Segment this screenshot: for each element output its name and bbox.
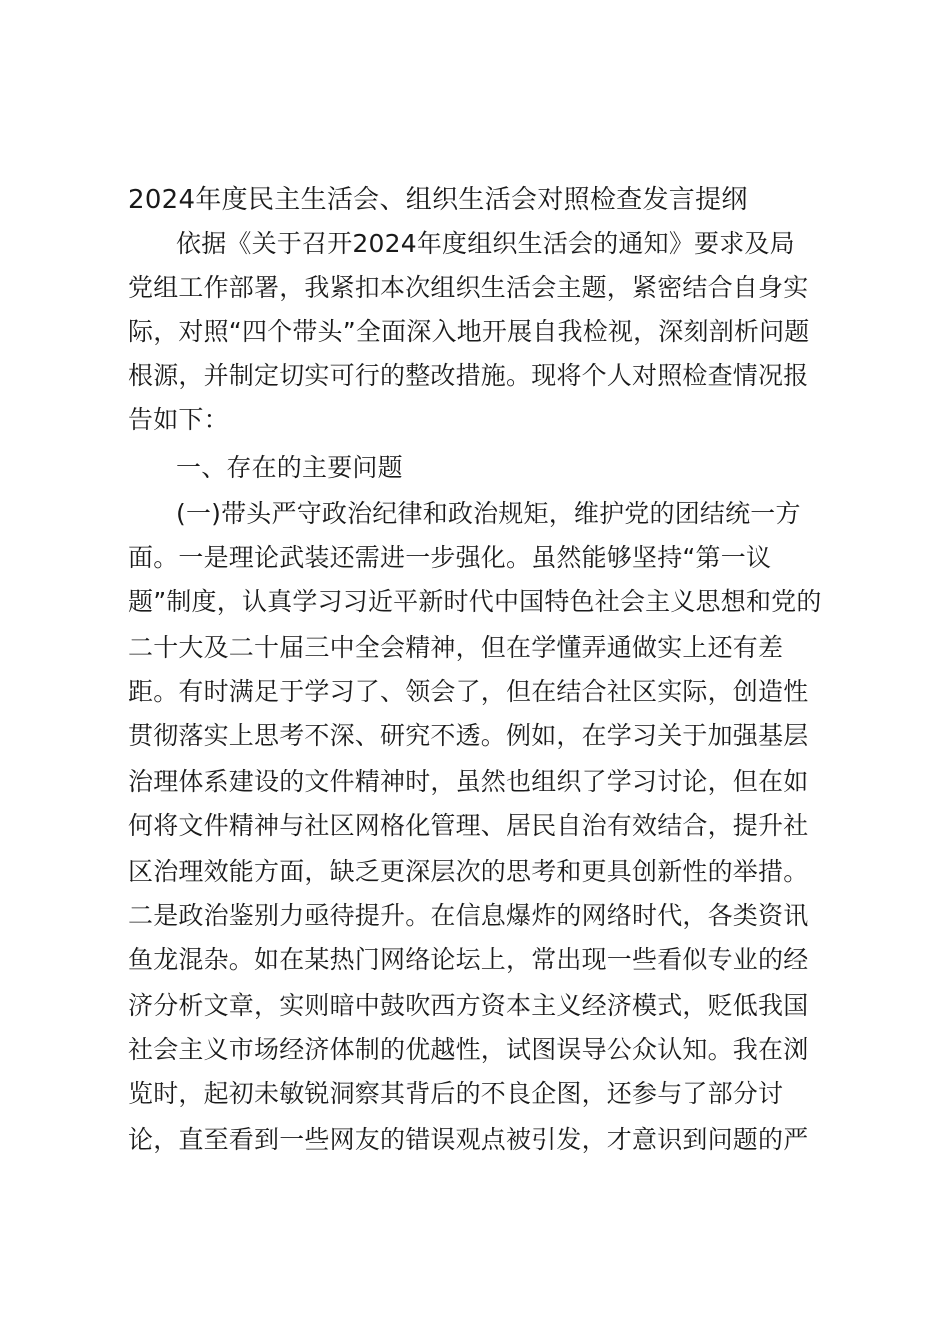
paragraph-line: 二十大及二十届三中全会精神，但在学懂弄通做实上还有差 bbox=[128, 633, 784, 662]
paragraph-line: 论，直至看到一些网友的错误观点被引发，才意识到问题的严 bbox=[128, 1125, 809, 1154]
paragraph-line: 区治理效能方面，缺乏更深层次的思考和更具创新性的举措。 bbox=[128, 857, 809, 886]
document-title: 2024年度民主生活会、组织生活会对照检查发言提纲 bbox=[128, 185, 748, 215]
paragraph-line: 党组工作部署，我紧扣本次组织生活会主题，紧密结合自身实 bbox=[128, 273, 809, 302]
paragraph-line: 济分析文章，实则暗中鼓吹西方资本主义经济模式，贬低我国 bbox=[128, 991, 809, 1020]
paragraph-line: 依据《关于召开2024年度组织生活会的通知》要求及局 bbox=[176, 229, 795, 258]
paragraph-line: 社会主义市场经济体制的优越性，试图误导公众认知。我在浏 bbox=[128, 1035, 809, 1064]
paragraph-line: 治理体系建设的文件精神时，虽然也组织了学习讨论，但在如 bbox=[128, 767, 809, 796]
paragraph-line: 何将文件精神与社区网格化管理、居民自治有效结合，提升社 bbox=[128, 811, 809, 840]
paragraph-line: 际，对照“四个带头”全面深入地开展自我检视，深刻剖析问题 bbox=[128, 317, 810, 346]
paragraph-line: 距。有时满足于学习了、领会了，但在结合社区实际，创造性 bbox=[128, 677, 809, 706]
paragraph-line: 贯彻落实上思考不深、研究不透。例如，在学习关于加强基层 bbox=[128, 721, 809, 750]
paragraph-line: 题”制度，认真学习习近平新时代中国特色社会主义思想和党的 bbox=[128, 587, 822, 616]
paragraph-line: 告如下： bbox=[128, 405, 229, 434]
paragraph-line: 面。一是理论武装还需进一步强化。虽然能够坚持“第一议 bbox=[128, 543, 772, 572]
paragraph-line: 览时，起初未敏锐洞察其背后的不良企图，还参与了部分讨 bbox=[128, 1079, 784, 1108]
paragraph-line: 根源，并制定切实可行的整改措施。现将个人对照检查情况报 bbox=[128, 361, 809, 390]
paragraph-line: 二是政治鉴别力亟待提升。在信息爆炸的网络时代，各类资讯 bbox=[128, 901, 809, 930]
section-heading: 一、存在的主要问题 bbox=[176, 453, 403, 482]
paragraph-line: 鱼龙混杂。如在某热门网络论坛上，常出现一些看似专业的经 bbox=[128, 945, 809, 974]
paragraph-line: (一)带头严守政治纪律和政治规矩，维护党的团结统一方 bbox=[176, 499, 801, 528]
